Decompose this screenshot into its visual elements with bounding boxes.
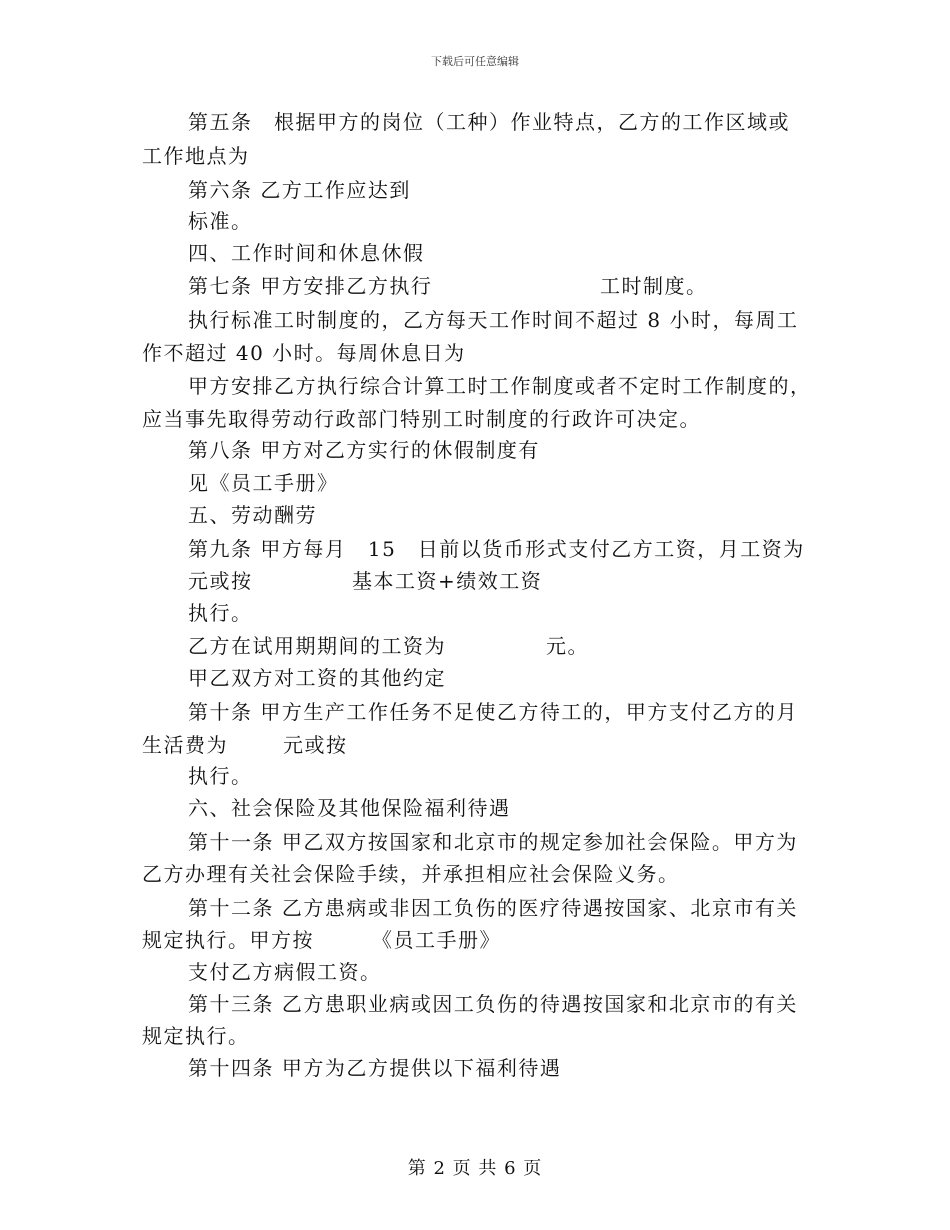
text-line: 第十二条 乙方患病或非因工负伤的医疗待遇按国家、北京市有关 — [188, 896, 798, 920]
text-line: 作不超过 40 小时。每周休息日为 — [142, 341, 466, 365]
text-line: 甲方安排乙方执行综合计算工时工作制度或者不定时工作制度的， — [188, 374, 812, 398]
text-line: 第五条 根据甲方的岗位（工种）作业特点，乙方的工作区域或 — [188, 110, 790, 134]
text-line: 乙方在试用期期间的工资为 — [188, 634, 446, 658]
text-line: 规定执行。甲方按 — [142, 928, 314, 952]
text-line: 第六条 乙方工作应达到 — [188, 178, 411, 202]
text-segment: 工时制度。 — [600, 274, 708, 298]
text-segment: 元。 — [546, 634, 589, 658]
text-line: 甲乙双方对工资的其他约定 — [188, 666, 446, 690]
text-segment: 元或按 — [283, 733, 348, 757]
text-line: 执行。 — [188, 601, 253, 625]
text-line: 支付乙方病假工资。 — [188, 960, 382, 984]
text-line: 第七条 甲方安排乙方执行 — [188, 274, 433, 298]
text-line: 乙方办理有关社会保险手续，并承担相应社会保险义务。 — [142, 862, 680, 886]
text-line: 五、劳动酬劳 — [188, 503, 317, 527]
text-line: 标准。 — [188, 209, 253, 233]
text-line: 执行。 — [188, 764, 253, 788]
page-number: 第 2 页 共 6 页 — [407, 1158, 543, 1179]
text-line: 应当事先取得劳动行政部门特别工时制度的行政许可决定。 — [142, 407, 701, 431]
text-line: 规定执行。 — [142, 1024, 250, 1048]
text-line: 工作地点为 — [142, 144, 250, 168]
text-line: 六、社会保险及其他保险福利待遇 — [188, 796, 511, 820]
text-line: 生活费为 — [142, 733, 228, 757]
text-segment: 基本工资+绩效工资 — [352, 569, 543, 593]
header-note: 下载后可任意编辑 — [431, 55, 519, 68]
text-line: 执行标准工时制度的，乙方每天工作时间不超过 8 小时，每周工 — [188, 308, 799, 332]
text-segment: 《员工手册》 — [372, 928, 501, 952]
text-line: 第十四条 甲方为乙方提供以下福利待遇 — [188, 1056, 562, 1080]
text-line: 第十三条 乙方患职业病或因工负伤的待遇按国家和北京市的有关 — [188, 992, 798, 1016]
text-line: 第十一条 甲乙双方按国家和北京市的规定参加社会保险。甲方为 — [188, 830, 798, 854]
text-line: 见《员工手册》 — [188, 471, 339, 495]
text-line: 四、工作时间和休息休假 — [188, 241, 425, 265]
text-line: 第十条 甲方生产工作任务不足使乙方待工的，甲方支付乙方的月 — [188, 700, 798, 724]
text-line: 第八条 甲方对乙方实行的休假制度有 — [188, 438, 540, 462]
text-line: 元或按 — [188, 569, 253, 593]
text-line: 第九条 甲方每月 15 日前以货币形式支付乙方工资，月工资为 — [188, 537, 805, 561]
